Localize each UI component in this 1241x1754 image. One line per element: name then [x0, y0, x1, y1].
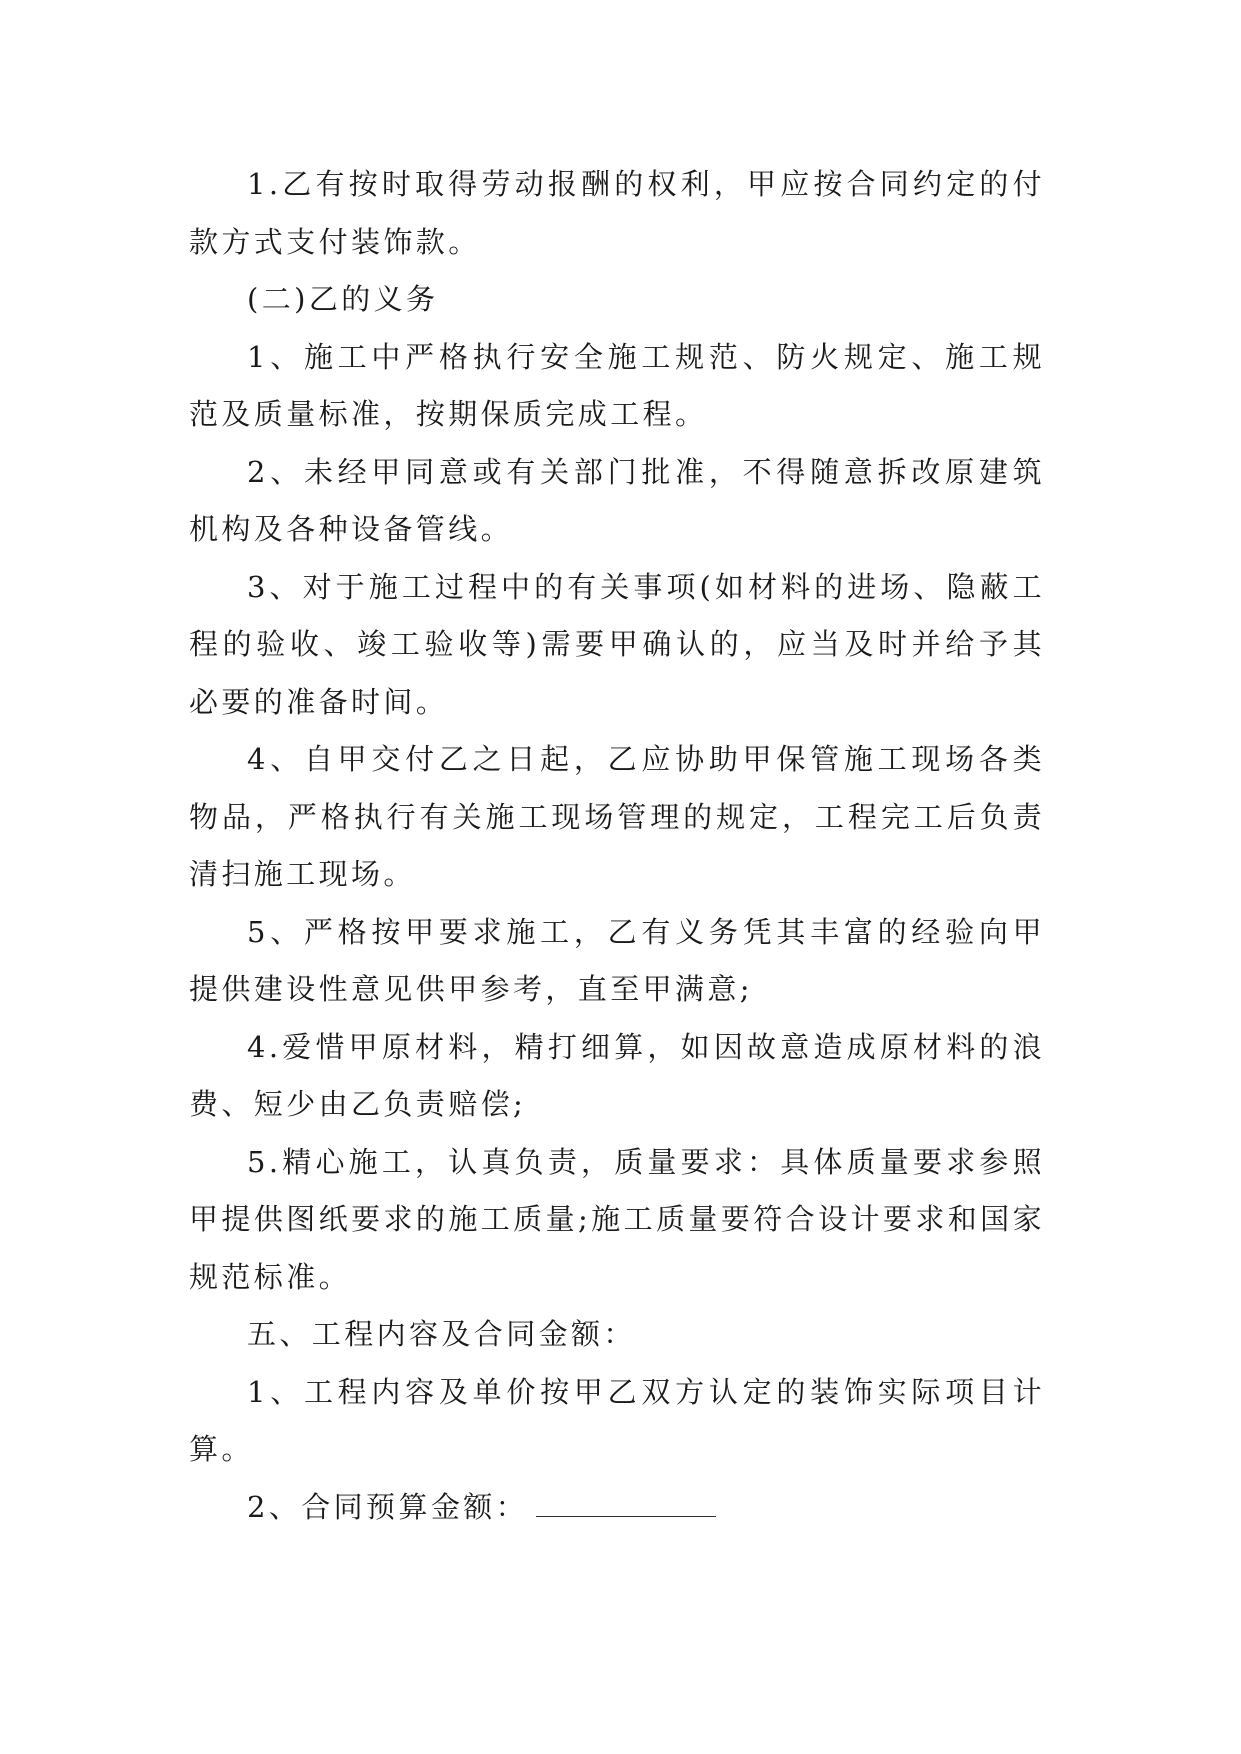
section-heading-contract-amount: 五、工程内容及合同金额： — [247, 1317, 636, 1351]
budget-label: 2、合同预算金额： — [247, 1489, 529, 1524]
paragraph-obligation-3: 3、对于施工过程中的有关事项(如材料的进场、隐蔽工程的验收、竣工验收等)需要甲确认的，应当及时并给予其必要的准备时间。 — [189, 569, 1045, 719]
paragraph-obligation-1: 1、施工中严格执行安全施工规范、防火规定、施工规范及质量标准，按期保质完成工程。 — [189, 339, 1045, 431]
paragraph-obligation-2: 2、未经甲同意或有关部门批准，不得随意拆改原建筑机构及各种设备管线。 — [189, 454, 1045, 546]
paragraph-right-to-payment: 1.乙有按时取得劳动报酬的权利，甲应按合同约定的付款方式支付装饰款。 — [189, 167, 1045, 259]
budget-blank-line — [536, 1488, 716, 1517]
section-heading-obligations: (二)乙的义务 — [247, 282, 439, 316]
paragraph-obligation-5: 5、严格按甲要求施工，乙有义务凭其丰富的经验向甲提供建设性意见供甲参考，直至甲满意; — [189, 914, 1045, 1006]
paragraph-budget-amount — [189, 1479, 1045, 1537]
paragraph-obligation-4: 4、自甲交付乙之日起，乙应协助甲保管施工现场各类物品，严格执行有关施工现场管理的规定，工程完工后负责清扫施工现场。 — [189, 742, 1045, 891]
paragraph-work-content: 1、工程内容及单价按甲乙双方认定的装饰实际项目计算。 — [189, 1374, 1045, 1466]
paragraph-material-care: 4.爱惜甲原材料，精打细算，如因故意造成原材料的浪费、短少由乙负责赔偿; — [189, 1029, 1045, 1121]
paragraph-quality-requirements: 5.精心施工，认真负责，质量要求：具体质量要求参照甲提供图纸要求的施工质量;施工质量要符合设计要求和国家规范标准。 — [189, 1144, 1045, 1294]
document-body — [189, 156, 1045, 1536]
